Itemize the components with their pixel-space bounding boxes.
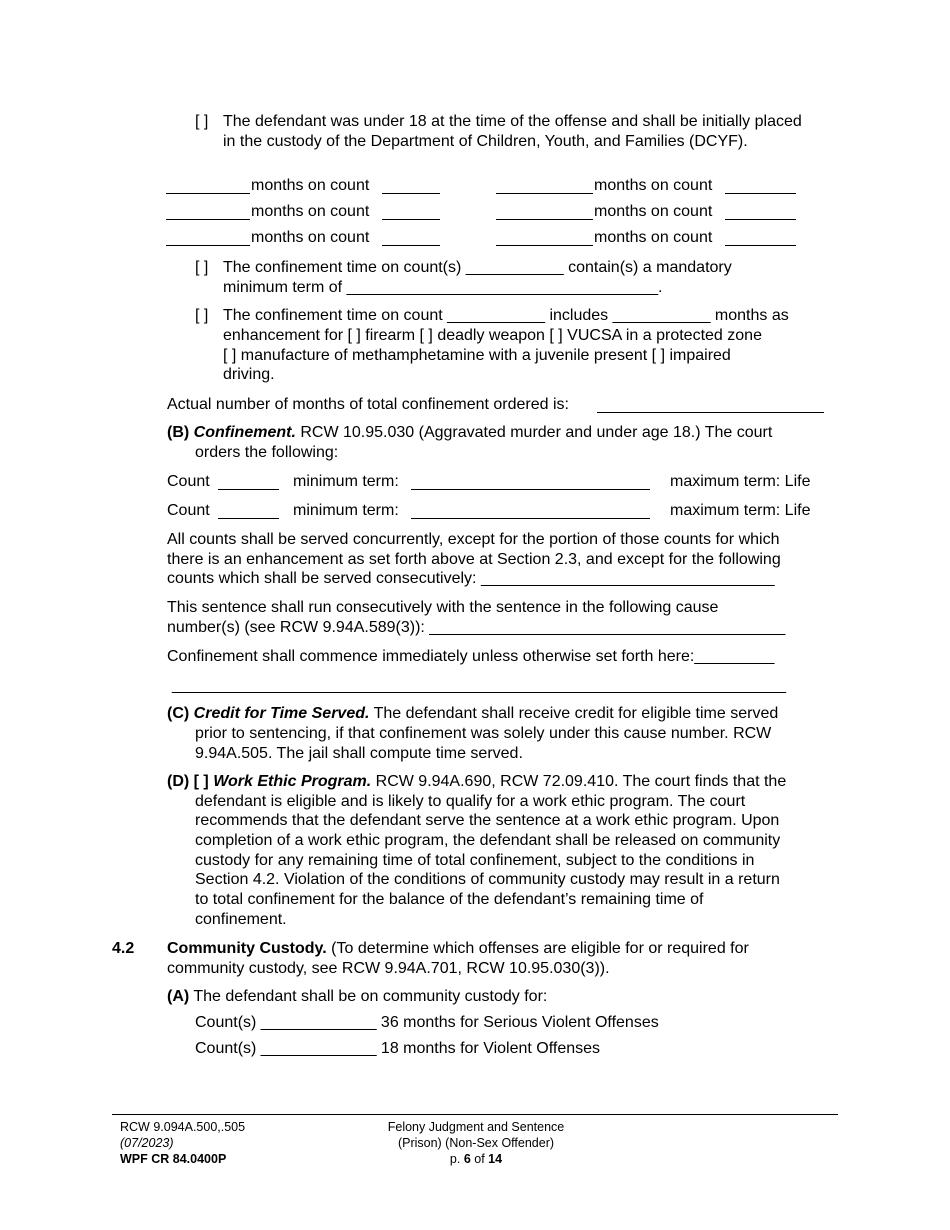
section-b-text1: RCW 10.95.030 (Aggravated murder and under age 18.) The court: [295, 424, 773, 441]
commence-line2: _____________________________________________________________________: [172, 677, 786, 694]
footer-date: (07/2023): [120, 1136, 174, 1150]
count-blank[interactable]: [725, 245, 796, 246]
section-42-line2: community custody, see RCW 9.94A.701, RCW 10.95.030(3)).: [167, 960, 610, 977]
max-term-label: maximum term: Life: [670, 473, 811, 490]
consecutive-line2: number(s) (see RCW 9.94A.589(3)): ________________________________________: [167, 619, 786, 636]
section-42-title: Community Custody.: [167, 940, 327, 957]
min-term-blank[interactable]: [411, 489, 650, 490]
months-blank[interactable]: [166, 245, 250, 246]
enhancement-line4: driving.: [223, 366, 275, 383]
enhancement-line2: enhancement for [ ] firearm [ ] deadly weapon [ ] VUCSA in a protected zone: [223, 327, 762, 344]
footer-rcw: RCW 9.094A.500,.505: [120, 1120, 246, 1134]
count-blank[interactable]: [218, 489, 279, 490]
page-total: 14: [488, 1152, 503, 1166]
count-blank[interactable]: [382, 245, 440, 246]
section-d-line2: defendant is eligible and is likely to qualify for a work ethic program. The court: [195, 793, 746, 810]
min-term-label: minimum term:: [293, 473, 399, 490]
section-d-heading: [167, 772, 786, 792]
months-blank[interactable]: [496, 219, 593, 220]
section-42a-label: (A): [167, 988, 190, 1005]
mandatory-line2: minimum term of ___________________________________.: [223, 279, 663, 296]
section-b-label: (B): [167, 424, 190, 441]
months-label: months on count: [251, 177, 370, 194]
enhancement-line3: [ ] manufacture of methamphetamine with a juvenile present [ ] impaired: [223, 347, 731, 364]
footer-title2: (Prison) (Non-Sex Offender): [397, 1136, 555, 1150]
consecutive-line1: This sentence shall run consecutively with the sentence in the following cause: [167, 599, 719, 616]
custody-row-violent: Count(s) _____________ 18 months for Violent Offenses: [195, 1040, 601, 1057]
count-label: Count: [167, 502, 210, 519]
section-d-line6: Section 4.2. Violation of the conditions of community custody may result in a return: [195, 871, 780, 888]
section-c-title: Credit for Time Served.: [193, 705, 370, 722]
mandatory-checkbox[interactable]: [ ]: [195, 259, 209, 276]
count-blank[interactable]: [382, 193, 440, 194]
section-d-line4: completion of a work ethic program, the defendant shall be released on community: [195, 832, 781, 849]
footer-title1: Felony Judgment and Sentence: [387, 1120, 565, 1134]
custody-row-serious: Count(s) _____________ 36 months for Serious Violent Offenses: [195, 1014, 659, 1031]
months-blank[interactable]: [166, 193, 250, 194]
section-42-heading: [167, 939, 749, 959]
footer-page: [376, 1151, 576, 1168]
months-blank[interactable]: [496, 193, 593, 194]
months-label: months on count: [251, 203, 370, 220]
concurrent-line1: All counts shall be served concurrently, except for the portion of those counts for which: [167, 531, 780, 548]
mandatory-line1: The confinement time on count(s) ___________ contain(s) a mandatory: [223, 259, 732, 276]
months-label: months on count: [594, 229, 713, 246]
section-c-line1: The defendant shall receive credit for eligible time served: [369, 705, 779, 722]
actual-months-label: Actual number of months of total confinement ordered is:: [167, 396, 569, 413]
section-b-title: Confinement.: [193, 424, 296, 441]
count-blank[interactable]: [725, 193, 796, 194]
section-42a-text: The defendant shall be on community custody for:: [189, 988, 548, 1005]
dcyf-checkbox[interactable]: [ ]: [195, 113, 209, 130]
concurrent-line2: there is an enhancement as set forth above at Section 2.3, and except for the following: [167, 551, 781, 568]
months-blank[interactable]: [496, 245, 593, 246]
enhancement-checkbox[interactable]: [ ]: [195, 307, 209, 324]
page-prefix: p.: [449, 1152, 464, 1166]
section-42-number: 4.2: [112, 940, 135, 957]
footer-form-number: WPF CR 84.0400P: [120, 1152, 227, 1166]
section-d-label[interactable]: (D) [ ]: [167, 773, 209, 790]
section-42-line1: (To determine which offenses are eligible for or required for: [326, 940, 749, 957]
max-term-label: maximum term: Life: [670, 502, 811, 519]
dcyf-text: The defendant was under 18 at the time of the offense and shall be initially placed in the custody of the Department of Children, Youth, and Families (DCYF).: [223, 113, 802, 150]
section-d-line1: RCW 9.94A.690, RCW 72.09.410. The court finds that the: [371, 773, 787, 790]
section-c-heading: [167, 704, 778, 724]
section-d-title: Work Ethic Program.: [213, 773, 372, 790]
commence-line1: Confinement shall commence immediately unless otherwise set forth here:_________: [167, 648, 775, 665]
section-42a: [167, 987, 547, 1007]
months-label: months on count: [594, 177, 713, 194]
min-term-blank[interactable]: [411, 518, 650, 519]
count-blank[interactable]: [382, 219, 440, 220]
footer-rule: [112, 1114, 838, 1115]
section-c-line2: prior to sentencing, if that confinement was solely under this cause number. RCW: [195, 725, 772, 742]
section-b-heading: [167, 423, 772, 443]
months-label: months on count: [251, 229, 370, 246]
section-d-line7: to total confinement for the balance of the defendant’s remaining time of: [195, 891, 704, 908]
actual-months-blank[interactable]: [597, 412, 824, 413]
section-d-line5: custody for any remaining time of total confinement, subject to the conditions in: [195, 852, 755, 869]
count-blank[interactable]: [218, 518, 279, 519]
months-label: months on count: [594, 203, 713, 220]
page-of: of: [470, 1152, 489, 1166]
section-d-line3: recommends that the defendant serve the sentence at a work ethic program. Upon: [195, 812, 780, 829]
section-c-label: (C): [167, 705, 190, 722]
min-term-label: minimum term:: [293, 502, 399, 519]
count-blank[interactable]: [725, 219, 796, 220]
count-label: Count: [167, 473, 210, 490]
section-b-text2: orders the following:: [195, 444, 339, 461]
section-d-line8: confinement.: [195, 911, 287, 928]
enhancement-line1: The confinement time on count ___________ includes ___________ months as: [223, 307, 789, 324]
concurrent-line3: counts which shall be served consecutively: _________________________________: [167, 570, 775, 587]
section-c-line3: 9.94A.505. The jail shall compute time served.: [195, 745, 523, 762]
page-number: 6: [463, 1152, 471, 1166]
months-blank[interactable]: [166, 219, 250, 220]
